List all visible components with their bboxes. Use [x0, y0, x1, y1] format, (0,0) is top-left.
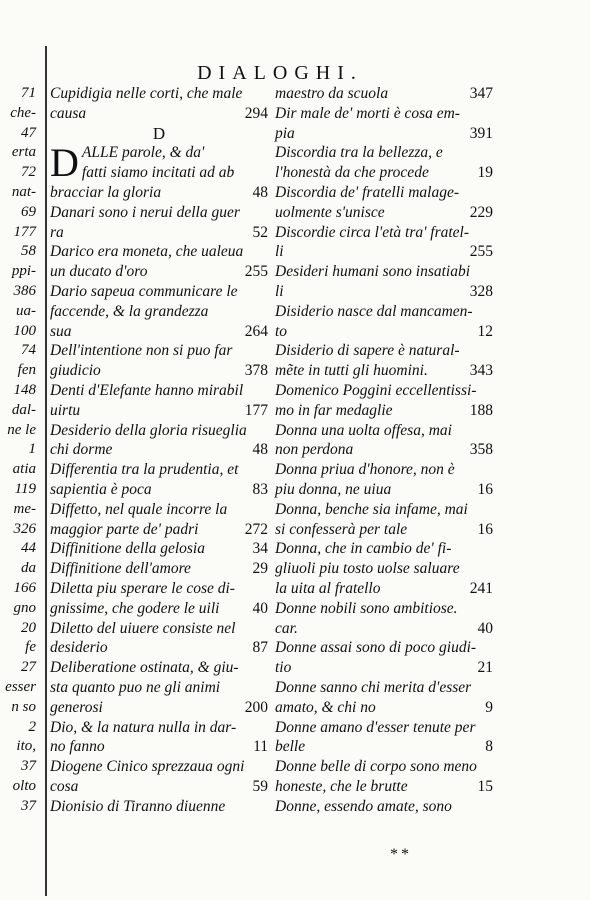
index-entry-line [275, 718, 493, 738]
entry-text: li [275, 243, 284, 261]
page-number: 29 [252, 560, 268, 578]
page-number: 87 [252, 639, 268, 657]
page-number: 358 [469, 441, 493, 459]
entry-text: Donna, che in cambio de' fi- [275, 540, 452, 558]
gutter-fragment: 326 [13, 520, 36, 537]
entry-text: fatti siamo incitati ad ab [81, 164, 235, 182]
gutter-fragment: 20 [21, 619, 36, 636]
entry-text: Disiderio di sapere è natural- [275, 342, 460, 360]
entry-text: Donne amano d'esser tenute per [275, 718, 476, 736]
gutter-fragment: atia [12, 461, 36, 478]
entry-text: piu donna, ne uiua [275, 480, 392, 498]
index-entry-line [275, 500, 493, 520]
index-entry-line [275, 282, 493, 302]
gutter-fragment: 58 [21, 243, 36, 260]
entry-text: mẽte in tutti gli huomini. [275, 362, 428, 380]
entry-text: Donne sanno chi merita d'esser [275, 678, 472, 696]
entry-text: Danari sono i nerui della guer [50, 203, 240, 221]
index-entry-line [275, 737, 493, 757]
page-number: 294 [244, 104, 268, 122]
index-entry-line [50, 718, 268, 738]
gutter-fragment: dal- [11, 401, 36, 418]
index-entry-line [275, 440, 493, 460]
index-entry-line [275, 460, 493, 480]
entry-text: Denti d'Elefante hanno mirabil [50, 381, 244, 399]
entry-text: Dio, & la natura nulla in dar- [50, 718, 237, 736]
entry-text: Discordia tra la bellezza, e [275, 144, 443, 162]
entry-text: Donne assai sono di poco giudi- [275, 639, 477, 657]
entry-text: Donne belle di corpo sono meno [275, 758, 477, 776]
page-number: 15 [477, 777, 493, 795]
page-number: 177 [244, 401, 268, 419]
gutter-fragment: fen [17, 362, 36, 379]
index-entry-line [50, 381, 268, 401]
entry-text: si confesserà per tale [275, 520, 408, 538]
index-entry-line [50, 361, 268, 381]
index-entry-line [50, 619, 268, 639]
gutter-fragment: 148 [13, 381, 36, 398]
page-number: 200 [244, 698, 268, 716]
gutter-fragment: 177 [13, 223, 36, 240]
page-number: 347 [469, 85, 493, 102]
entry-text: l'honestà da che procede [275, 164, 429, 182]
entry-text: Diletto del uiuere consiste nel [50, 619, 236, 637]
index-entry-line [50, 658, 268, 678]
index-entry-line [50, 520, 268, 540]
index-entry-line [275, 619, 493, 639]
entry-text: sta quanto puo ne gli animi [50, 678, 221, 696]
entry-text: Dario sapeua communicare le [50, 282, 238, 300]
gutter-fragment: 69 [21, 203, 36, 220]
page-number: 19 [477, 164, 493, 182]
index-entry-line [50, 84, 268, 104]
entry-text: chi dorme [50, 441, 113, 459]
entry-text: Desiderio della gloria risueglia [50, 421, 247, 439]
index-entry-line [50, 203, 268, 223]
page-number: 52 [252, 223, 268, 241]
gutter-fragment: 74 [21, 342, 36, 359]
index-entry-line [275, 638, 493, 658]
gutter-fragment: olto [12, 777, 36, 794]
entry-text: Donna una uolta offesa, mai [275, 421, 452, 439]
index-entry-line [275, 262, 493, 282]
entry-text: Diffinitione della gelosia [50, 540, 205, 558]
entry-text: Discordie circa l'età tra' fratel- [275, 223, 470, 241]
index-entry-line [275, 341, 493, 361]
page-number: 34 [252, 540, 268, 558]
index-entry-line [50, 460, 268, 480]
entry-text: mo in far medaglie [275, 401, 393, 419]
entry-text: Donna, benche sia infame, mai [275, 500, 468, 518]
page-number: 40 [252, 599, 268, 617]
page-number: 21 [477, 659, 493, 677]
gutter-fragment: 100 [13, 322, 36, 339]
entry-text: no fanno [50, 738, 105, 756]
index-entry-line [50, 163, 268, 183]
gutter-fragment: 72 [21, 164, 36, 181]
entry-text: Differentia tra la prudentia, et [50, 461, 239, 479]
gutter-fragment: 2 [28, 718, 36, 735]
entry-text: uirtu [50, 401, 81, 419]
entry-text: Diffetto, nel quale incorre la [50, 500, 228, 518]
page-number: 40 [477, 619, 493, 637]
index-entry-line [275, 599, 493, 619]
entry-text: causa [50, 104, 87, 122]
index-entry-line [50, 599, 268, 619]
gutter-fragment: ito, [16, 738, 36, 755]
index-entry-line [275, 124, 493, 144]
entry-text: Cupidigia nelle corti, che male [50, 85, 243, 102]
page-number: 48 [252, 441, 268, 459]
index-entry-line [275, 203, 493, 223]
entry-text: li [275, 282, 284, 300]
index-entry-line [275, 480, 493, 500]
index-entry-line [275, 242, 493, 262]
index-entry-line [50, 797, 268, 817]
entry-text: pia [275, 124, 295, 142]
gutter-fragment: ne le [7, 421, 36, 438]
index-entry-line [50, 183, 268, 203]
margin-rule [45, 46, 47, 896]
entry-text: desiderio [50, 639, 108, 657]
gutter-fragment: 166 [13, 579, 36, 596]
index-entry-line [275, 361, 493, 381]
previous-page-gutter [0, 84, 40, 816]
entry-text: Donne, essendo amate, sono [275, 797, 452, 815]
index-entry-line [275, 163, 493, 183]
gutter-fragment: 71 [21, 85, 36, 101]
index-entry-line [275, 143, 493, 163]
page-number: 343 [469, 362, 493, 380]
index-entry-line [275, 678, 493, 698]
entry-text: sua [50, 322, 72, 340]
section-letter-heading: D [152, 123, 166, 143]
gutter-fragment: 1 [28, 441, 36, 458]
index-entry-line [50, 440, 268, 460]
page-number: 255 [244, 263, 268, 281]
gutter-fragment: 47 [21, 124, 36, 141]
page-number: 241 [469, 579, 493, 597]
page-number: 11 [253, 738, 268, 756]
page-number: 391 [469, 124, 493, 142]
gutter-fragment: n so [11, 698, 36, 715]
index-entry-line [50, 737, 268, 757]
entry-text: Disiderio nasce dal mancamen- [275, 302, 473, 320]
page-number: 16 [477, 480, 493, 498]
entry-text: Darico era moneta, che ualeua [50, 243, 244, 261]
gutter-fragment: gno [13, 599, 36, 616]
index-entry-line [50, 638, 268, 658]
index-entry-line [275, 757, 493, 777]
index-entry-line [275, 579, 493, 599]
entry-text: Dir male de' morti è cosa em- [275, 104, 460, 122]
page-number: 16 [477, 520, 493, 538]
running-head: DIALOGHI. [197, 62, 363, 84]
index-entry-line [275, 223, 493, 243]
index-entry-line [50, 282, 268, 302]
entry-text: maestro da scuola [275, 85, 389, 102]
page-number: 9 [485, 698, 493, 716]
entry-text: Discordia de' fratelli malage- [275, 183, 459, 201]
index-entry-line [275, 520, 493, 540]
page-number: 12 [477, 322, 493, 340]
entry-text: faccende, & la grandezza [50, 302, 209, 320]
index-entry-line [275, 401, 493, 421]
gutter-fragment: me- [13, 500, 36, 517]
index-entry-line [50, 579, 268, 599]
page-number: 83 [252, 480, 268, 498]
index-entry-line [50, 757, 268, 777]
page-number: 188 [469, 401, 493, 419]
entry-text: tio [275, 659, 292, 677]
gutter-fragment: 44 [21, 540, 36, 557]
index-entry-line [50, 480, 268, 500]
entry-text: car. [275, 619, 298, 637]
index-entry-line [50, 242, 268, 262]
entry-text: Diogene Cinico sprezzaua ogni [50, 758, 245, 776]
entry-text: Domenico Poggini eccellentissi- [275, 381, 477, 399]
index-entry-line [275, 539, 493, 559]
index-entry-line [275, 322, 493, 342]
page-number: 59 [252, 777, 268, 795]
gutter-fragment: 37 [21, 797, 36, 814]
entry-text: Dell'intentione non si puo far [50, 342, 233, 360]
index-entry-line [50, 401, 268, 421]
entry-text: Donna priua d'honore, non è [275, 461, 455, 479]
page-number: 328 [469, 282, 493, 300]
index-entry-line [275, 302, 493, 322]
gutter-fragment: ppi- [11, 263, 36, 280]
entry-text: Diletta piu sperare le cose di- [50, 579, 235, 597]
page-number: 48 [252, 183, 268, 201]
gutter-fragment: da [21, 560, 36, 577]
entry-text: honeste, che le brutte [275, 777, 408, 795]
entry-text: uolmente s'unisce [275, 203, 385, 221]
index-entry-line [275, 84, 493, 104]
entry-text: generosi [50, 698, 103, 716]
gutter-fragment: 386 [13, 282, 36, 299]
gutter-fragment: esser [5, 678, 36, 695]
page-number: 264 [244, 322, 268, 340]
index-entry-line [50, 341, 268, 361]
index-entry-line [50, 223, 268, 243]
index-entry-line [275, 658, 493, 678]
entry-text: maggior parte de' padri [50, 520, 199, 538]
index-entry-line [275, 698, 493, 718]
entry-text: Deliberatione ostinata, & giu- [50, 659, 239, 677]
index-column-right [275, 84, 493, 816]
entry-text: ALLE parole, & da' [81, 144, 205, 162]
entry-text: to [275, 322, 288, 340]
index-entry-line [50, 559, 268, 579]
gutter-fragment: 119 [14, 480, 36, 497]
entry-text: bracciar la gloria [50, 183, 162, 201]
page-number: 378 [244, 362, 268, 380]
index-entry-line [275, 183, 493, 203]
page-number: 229 [469, 203, 493, 221]
entry-text: un ducato d'oro [50, 263, 148, 281]
entry-text: gliuoli piu tosto uolse saluare [275, 560, 460, 578]
entry-text: non perdona [275, 441, 354, 459]
gutter-fragment: ua- [16, 302, 36, 319]
index-entry-line [50, 262, 268, 282]
index-column-left [50, 84, 268, 816]
entry-text: amato, & chi no [275, 698, 376, 716]
entry-text: giudicio [50, 362, 101, 380]
gutter-fragment: che- [10, 104, 36, 121]
entry-text: Dionisio di Tiranno diuenne [50, 797, 226, 815]
gutter-fragment: nat- [11, 183, 36, 200]
index-entry-line [50, 539, 268, 559]
entry-text: Desideri humani sono insatiabi [275, 263, 471, 281]
index-entry-line [275, 797, 493, 817]
index-entry-line [50, 302, 268, 322]
entry-text: ra [50, 223, 64, 241]
index-entry-line [50, 500, 268, 520]
index-entry-line [50, 104, 268, 124]
signature-mark: ** [390, 846, 412, 863]
index-entry-line [50, 322, 268, 342]
entry-text: belle [275, 738, 306, 756]
page-number: 255 [469, 243, 493, 261]
index-entry-line [275, 104, 493, 124]
index-entry-line [275, 559, 493, 579]
index-entry-line [50, 421, 268, 441]
gutter-fragment: fe [25, 639, 36, 656]
gutter-fragment: erta [11, 144, 36, 161]
drop-cap: D [50, 140, 79, 186]
gutter-fragment: 37 [21, 758, 36, 775]
index-entry-line [50, 777, 268, 797]
index-entry-line [50, 698, 268, 718]
gutter-fragment: 27 [21, 659, 36, 676]
entry-text: Donne nobili sono ambitiose. [275, 599, 458, 617]
page-number: 272 [244, 520, 268, 538]
entry-text: cosa [50, 777, 79, 795]
entry-text: gnissime, che godere le uili [50, 599, 220, 617]
index-entry-line [275, 381, 493, 401]
entry-text: Diffinitione dell'amore [50, 560, 191, 578]
entry-text: la uita al fratello [275, 579, 381, 597]
index-entry-line [275, 421, 493, 441]
index-entry-line [275, 777, 493, 797]
page-number: 8 [485, 738, 493, 756]
entry-text: sapientia è poca [50, 480, 152, 498]
index-entry-line [50, 678, 268, 698]
